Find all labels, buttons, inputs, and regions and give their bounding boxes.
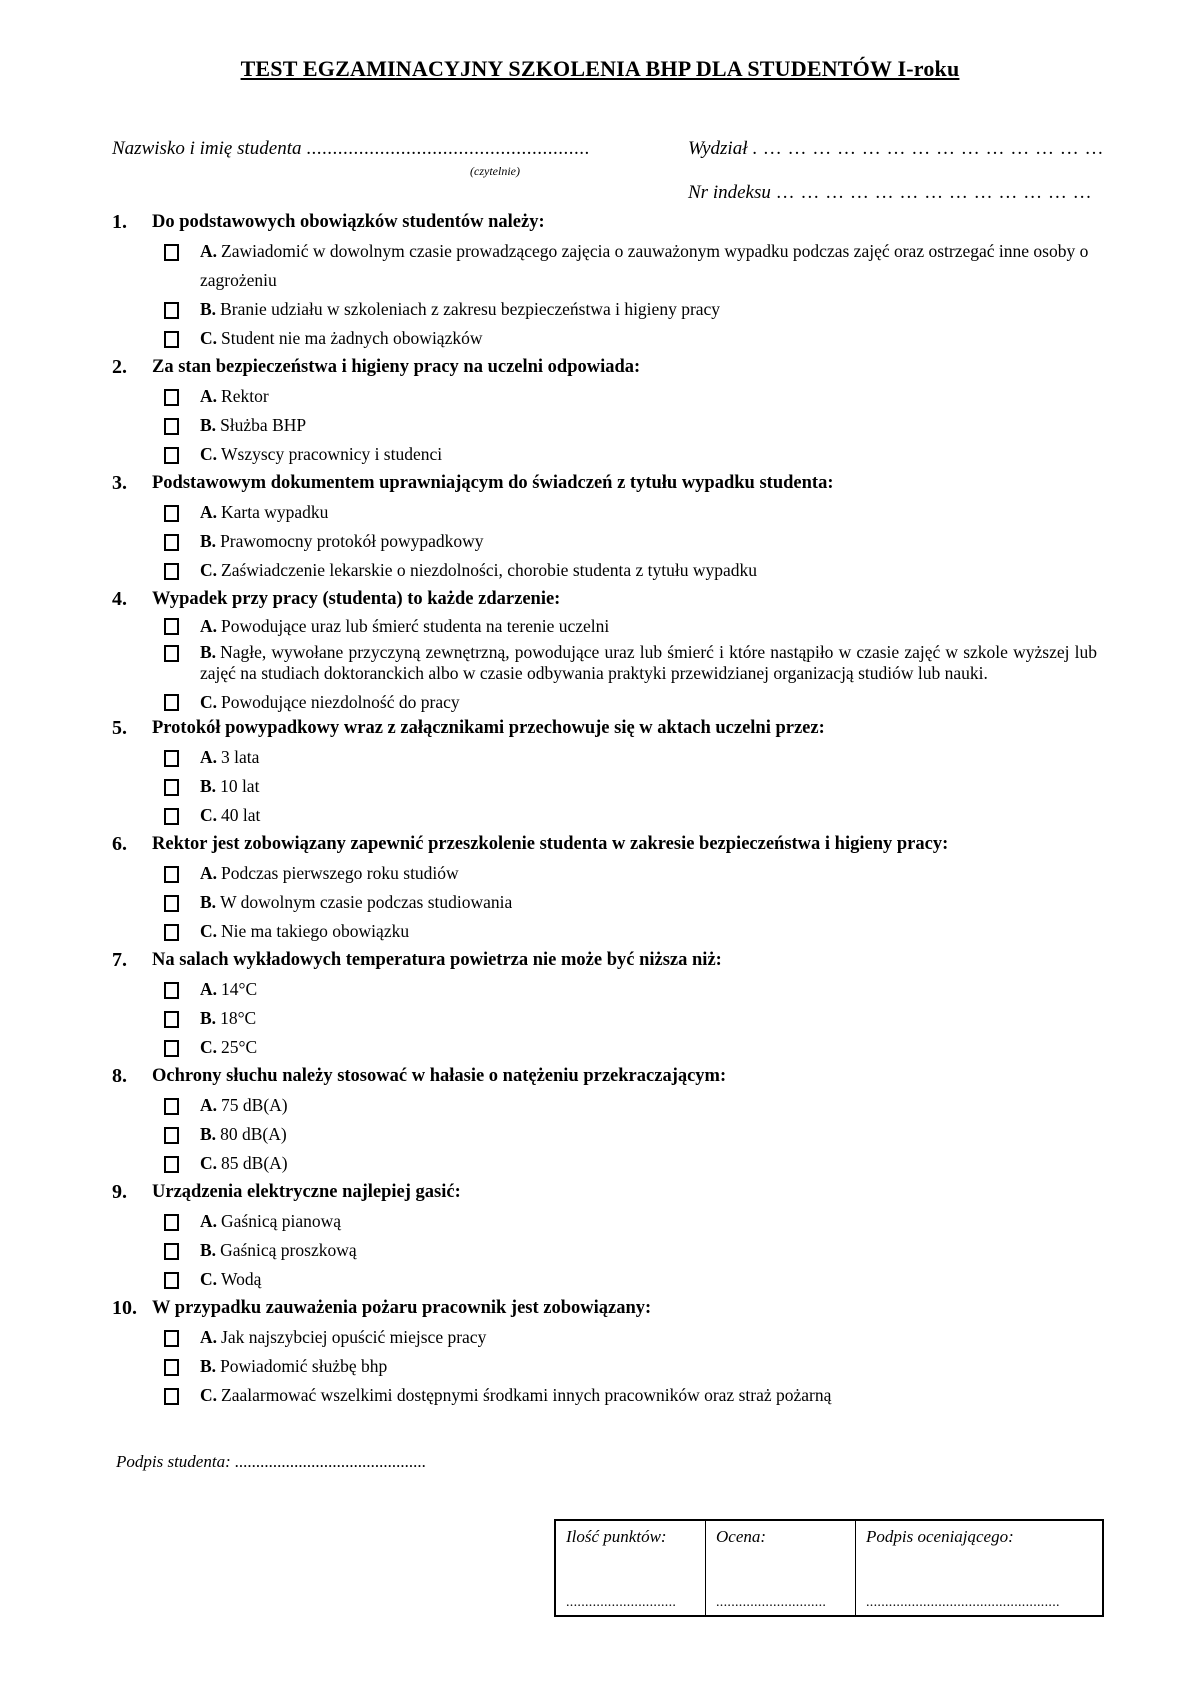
question-heading [112,1062,1097,1091]
answer-text: Student nie ma żadnych obowiązków [221,328,483,348]
question-number: 3. [112,472,127,494]
answer-option[interactable] [164,1265,1097,1294]
answer-text: Gaśnicą pianową [221,1211,342,1231]
answer-letter: A. [200,1211,218,1231]
answer-letter: B. [200,299,217,319]
question-heading [112,469,1097,498]
checkbox[interactable] [164,1098,179,1115]
answer-option[interactable] [164,801,1097,830]
answer-option[interactable] [164,859,1097,888]
answer-text: Służba BHP [220,415,307,435]
answer-body [200,1004,1097,1033]
answer-body [200,801,1097,830]
question [112,830,1097,946]
answer-option[interactable] [164,295,1097,324]
points-dots: ............................. [566,1595,677,1610]
answer-text: 75 dB(A) [221,1095,288,1115]
answer-letter: B. [200,776,217,796]
student-name-label: Nazwisko i imię studenta [112,138,302,159]
answer-option[interactable] [164,975,1097,1004]
question-heading [112,353,1097,382]
question-heading [112,946,1097,975]
answer-text: Zaświadczenie lekarskie o niezdolności, chorobie studenta z tytułu wypadku [221,560,758,580]
checkbox[interactable] [164,1272,179,1289]
answer-option[interactable] [164,556,1097,585]
answer-letter: B. [200,1356,217,1376]
checkbox[interactable] [164,645,179,662]
answer-text: Wodą [221,1269,262,1289]
grader-signature-cell[interactable] [856,1520,1104,1616]
checkbox[interactable] [164,1330,179,1347]
answer-letter: C. [200,328,218,348]
points-cell[interactable] [555,1520,706,1616]
student-signature-label: Podpis studenta: [116,1452,231,1471]
answer-body [200,743,1097,772]
checkbox[interactable] [164,1127,179,1144]
answer-letter: A. [200,1327,218,1347]
checkbox[interactable] [164,1243,179,1260]
answer-letter: C. [200,1385,218,1405]
answer-text: 40 lat [221,805,261,825]
answer-text: Jak najszybciej opuścić miejsce pracy [221,1327,487,1347]
answer-option[interactable] [164,411,1097,440]
question-number: 9. [112,1181,127,1203]
answer-text: Branie udziału w szkoleniach z zakresu bezpieczeństwa i higieny pracy [220,299,721,319]
answer-option[interactable] [164,1207,1097,1236]
question-number: 8. [112,1065,127,1087]
faculty-field[interactable] [688,138,1104,160]
answer-letter: A. [200,241,218,261]
checkbox[interactable] [164,866,179,883]
question-heading [112,1294,1097,1323]
answer-body [200,614,1097,638]
question-number: 10. [112,1297,137,1319]
answer-text: Rektor [221,386,269,406]
question [112,585,1097,714]
checkbox[interactable] [164,505,179,522]
answer-text: Gaśnicą proszkową [220,1240,357,1260]
checkbox[interactable] [164,1011,179,1028]
checkbox[interactable] [164,694,179,711]
answer-body [200,888,1097,917]
question-text: Podstawowym dokumentem uprawniającym do świadczeń z tytułu wypadku studenta: [152,473,834,493]
answer-option[interactable] [164,642,1097,684]
answer-body [200,1236,1097,1265]
question-heading [112,714,1097,743]
student-signature-dots: ............................................. [235,1452,427,1471]
answer-option[interactable] [164,237,1097,295]
answer-text: Powiadomić służbę bhp [220,1356,388,1376]
checkbox[interactable] [164,924,179,941]
answer-body [200,324,1097,353]
answer-letter: B. [200,415,217,435]
answer-body [200,1033,1097,1062]
checkbox[interactable] [164,389,179,406]
answer-text: Wszyscy pracownicy i studenci [221,444,443,464]
answer-text: Karta wypadku [221,502,329,522]
question-list [112,208,1097,1410]
checkbox[interactable] [164,418,179,435]
answer-option[interactable] [164,1004,1097,1033]
grader-signature-label: Podpis oceniającego: [866,1527,1014,1546]
answer-letter: A. [200,979,218,999]
answer-option[interactable] [164,527,1097,556]
answer-text: Prawomocny protokół powypadkowy [220,531,484,551]
answer-text: Nie ma takiego obowiązku [221,921,410,941]
answer-body [200,498,1097,527]
checkbox[interactable] [164,331,179,348]
answer-body [200,1091,1097,1120]
answer-body [200,295,1097,324]
answer-body [200,1207,1097,1236]
answer-letter: B. [200,531,217,551]
checkbox[interactable] [164,750,179,767]
index-number-dots: … … … … … … … … … … … … … [775,182,1093,203]
answer-option[interactable] [164,324,1097,353]
answer-text: 3 lata [221,747,260,767]
checkbox[interactable] [164,982,179,999]
answer-text: 14°C [221,979,258,999]
answer-body [200,772,1097,801]
answer-letter: A. [200,502,218,522]
answer-option[interactable] [164,690,1097,714]
answer-body [200,917,1097,946]
question-text: W przypadku zauważenia pożaru pracownik jest zobowiązany: [152,1298,652,1318]
answer-option[interactable] [164,1033,1097,1062]
answer-option[interactable] [164,888,1097,917]
answer-option[interactable] [164,1381,1097,1410]
checkbox[interactable] [164,447,179,464]
answer-letter: C. [200,444,218,464]
question [112,1178,1097,1294]
answer-option[interactable] [164,1236,1097,1265]
answer-body [200,690,1097,714]
grader-signature-dots: ................................................... [866,1595,1060,1610]
question-number: 2. [112,356,127,378]
answer-option[interactable] [164,382,1097,411]
answer-text: 85 dB(A) [221,1153,288,1173]
question-text: Urządzenia elektryczne najlepiej gasić: [152,1182,461,1202]
question-text: Protokół powypadkowy wraz z załącznikami przechowuje się w aktach uczelni przez: [152,718,825,738]
answer-text: 80 dB(A) [220,1124,287,1144]
answer-option[interactable] [164,1091,1097,1120]
question [112,208,1097,353]
checkbox[interactable] [164,1359,179,1376]
answer-text: Zawiadomić w dowolnym czasie prowadzącego zajęcia o zauważonym wypadku podczas zajęć oraz ostrzegać inne osoby o zagrożeniu [200,241,1089,290]
question-text: Na salach wykładowych temperatura powietrza nie może być niższa niż: [152,950,722,970]
answer-option[interactable] [164,1149,1097,1178]
answer-body [200,411,1097,440]
grade-dots: ............................. [716,1595,827,1610]
answer-body [200,1381,1097,1410]
answer-letter: A. [200,863,218,883]
checkbox[interactable] [164,1040,179,1057]
answer-body [200,975,1097,1004]
answer-option[interactable] [164,772,1097,801]
answer-letter: C. [200,921,218,941]
question [112,1294,1097,1410]
answer-option[interactable] [164,1120,1097,1149]
question-number: 1. [112,211,127,233]
answer-letter: C. [200,692,218,712]
question-heading [112,585,1097,614]
answer-letter: A. [200,747,218,767]
question [112,353,1097,469]
checkbox[interactable] [164,244,179,261]
question [112,1062,1097,1178]
answer-text: Powodujące niezdolność do pracy [221,692,460,712]
answer-text: 18°C [220,1008,257,1028]
answer-text: 10 lat [220,776,260,796]
student-name-hint: (czytelnie) [470,164,520,178]
answer-letter: B. [200,892,217,912]
question-text: Za stan bezpieczeństwa i higieny pracy na uczelni odpowiada: [152,357,641,377]
answer-letter: C. [200,1037,218,1057]
answer-text: Zaalarmować wszelkimi dostępnymi środkami innych pracowników oraz straż pożarną [221,1385,832,1405]
faculty-label: Wydział [688,138,748,159]
answer-text: W dowolnym czasie podczas studiowania [220,892,513,912]
index-number-field[interactable] [688,182,1092,204]
answer-text: Nagłe, wywołane przyczyną zewnętrzną, powodujące uraz lub śmierć i które nastąpiło w czasie zajęć w szkole wyższej lub zajęć na studiach doktoranckich albo w czasie odbywania praktyki przewidzianej organizacją studiów lub nauki. [200,642,1097,683]
question [112,714,1097,830]
checkbox[interactable] [164,534,179,551]
grade-cell[interactable] [706,1520,856,1616]
answer-body [200,527,1097,556]
answer-letter: C. [200,805,218,825]
answer-body [200,440,1097,469]
question-heading [112,830,1097,859]
checkbox[interactable] [164,808,179,825]
answer-text: Podczas pierwszego roku studiów [221,863,459,883]
answer-text: Powodujące uraz lub śmierć studenta na terenie uczelni [221,616,610,636]
answer-option[interactable] [164,440,1097,469]
answer-body [200,642,1097,684]
checkbox[interactable] [164,302,179,319]
answer-body [200,859,1097,888]
question [112,469,1097,585]
question-number: 6. [112,833,127,855]
answer-letter: C. [200,1269,218,1289]
answer-body [200,1323,1097,1352]
question-heading [112,1178,1097,1207]
answer-body [200,1352,1097,1381]
answer-option[interactable] [164,614,1097,638]
answer-letter: B. [200,1008,217,1028]
answer-letter: B. [200,1240,217,1260]
answer-body [200,1265,1097,1294]
answer-letter: A. [200,616,218,636]
answer-body [200,556,1097,585]
student-name-field[interactable] [112,138,590,160]
student-signature-field[interactable] [116,1452,426,1472]
student-name-dots: ...................................................... [306,138,590,159]
question-text: Do podstawowych obowiązków studentów należy: [152,212,545,232]
answer-letter: B. [200,642,217,662]
checkbox[interactable] [164,895,179,912]
checkbox[interactable] [164,1156,179,1173]
answer-letter: A. [200,1095,218,1115]
question-heading [112,208,1097,237]
checkbox[interactable] [164,779,179,796]
answer-body [200,1120,1097,1149]
answer-body [200,1149,1097,1178]
index-number-label: Nr indeksu [688,182,771,203]
question-text: Rektor jest zobowiązany zapewnić przeszkolenie studenta w zakresie bezpieczeństwa i higieny pracy: [152,834,949,854]
answer-letter: A. [200,386,218,406]
question [112,946,1097,1062]
answer-letter: B. [200,1124,217,1144]
question-number: 7. [112,949,127,971]
answer-text: 25°C [221,1037,258,1057]
points-label: Ilość punktów: [566,1527,667,1546]
answer-option[interactable] [164,1323,1097,1352]
page-title: TEST EGZAMINACYJNY SZKOLENIA BHP DLA STUDENTÓW I-roku [240,56,960,81]
grade-label: Ocena: [716,1527,767,1546]
checkbox[interactable] [164,618,179,635]
answer-option[interactable] [164,498,1097,527]
answer-body [200,382,1097,411]
question-number: 4. [112,588,127,610]
checkbox[interactable] [164,563,179,580]
answer-option[interactable] [164,743,1097,772]
question-text: Ochrony słuchu należy stosować w hałasie o natężeniu przekraczającym: [152,1066,727,1086]
question-number: 5. [112,717,127,739]
faculty-dots: . … … … … … … … … … … … … … … [752,138,1104,159]
answer-option[interactable] [164,1352,1097,1381]
question-text: Wypadek przy pracy (studenta) to każde zdarzenie: [152,589,561,609]
answer-letter: C. [200,1153,218,1173]
answer-option[interactable] [164,917,1097,946]
grading-table [554,1519,1104,1617]
checkbox[interactable] [164,1214,179,1231]
checkbox[interactable] [164,1388,179,1405]
answer-letter: C. [200,560,218,580]
answer-body [200,237,1097,295]
